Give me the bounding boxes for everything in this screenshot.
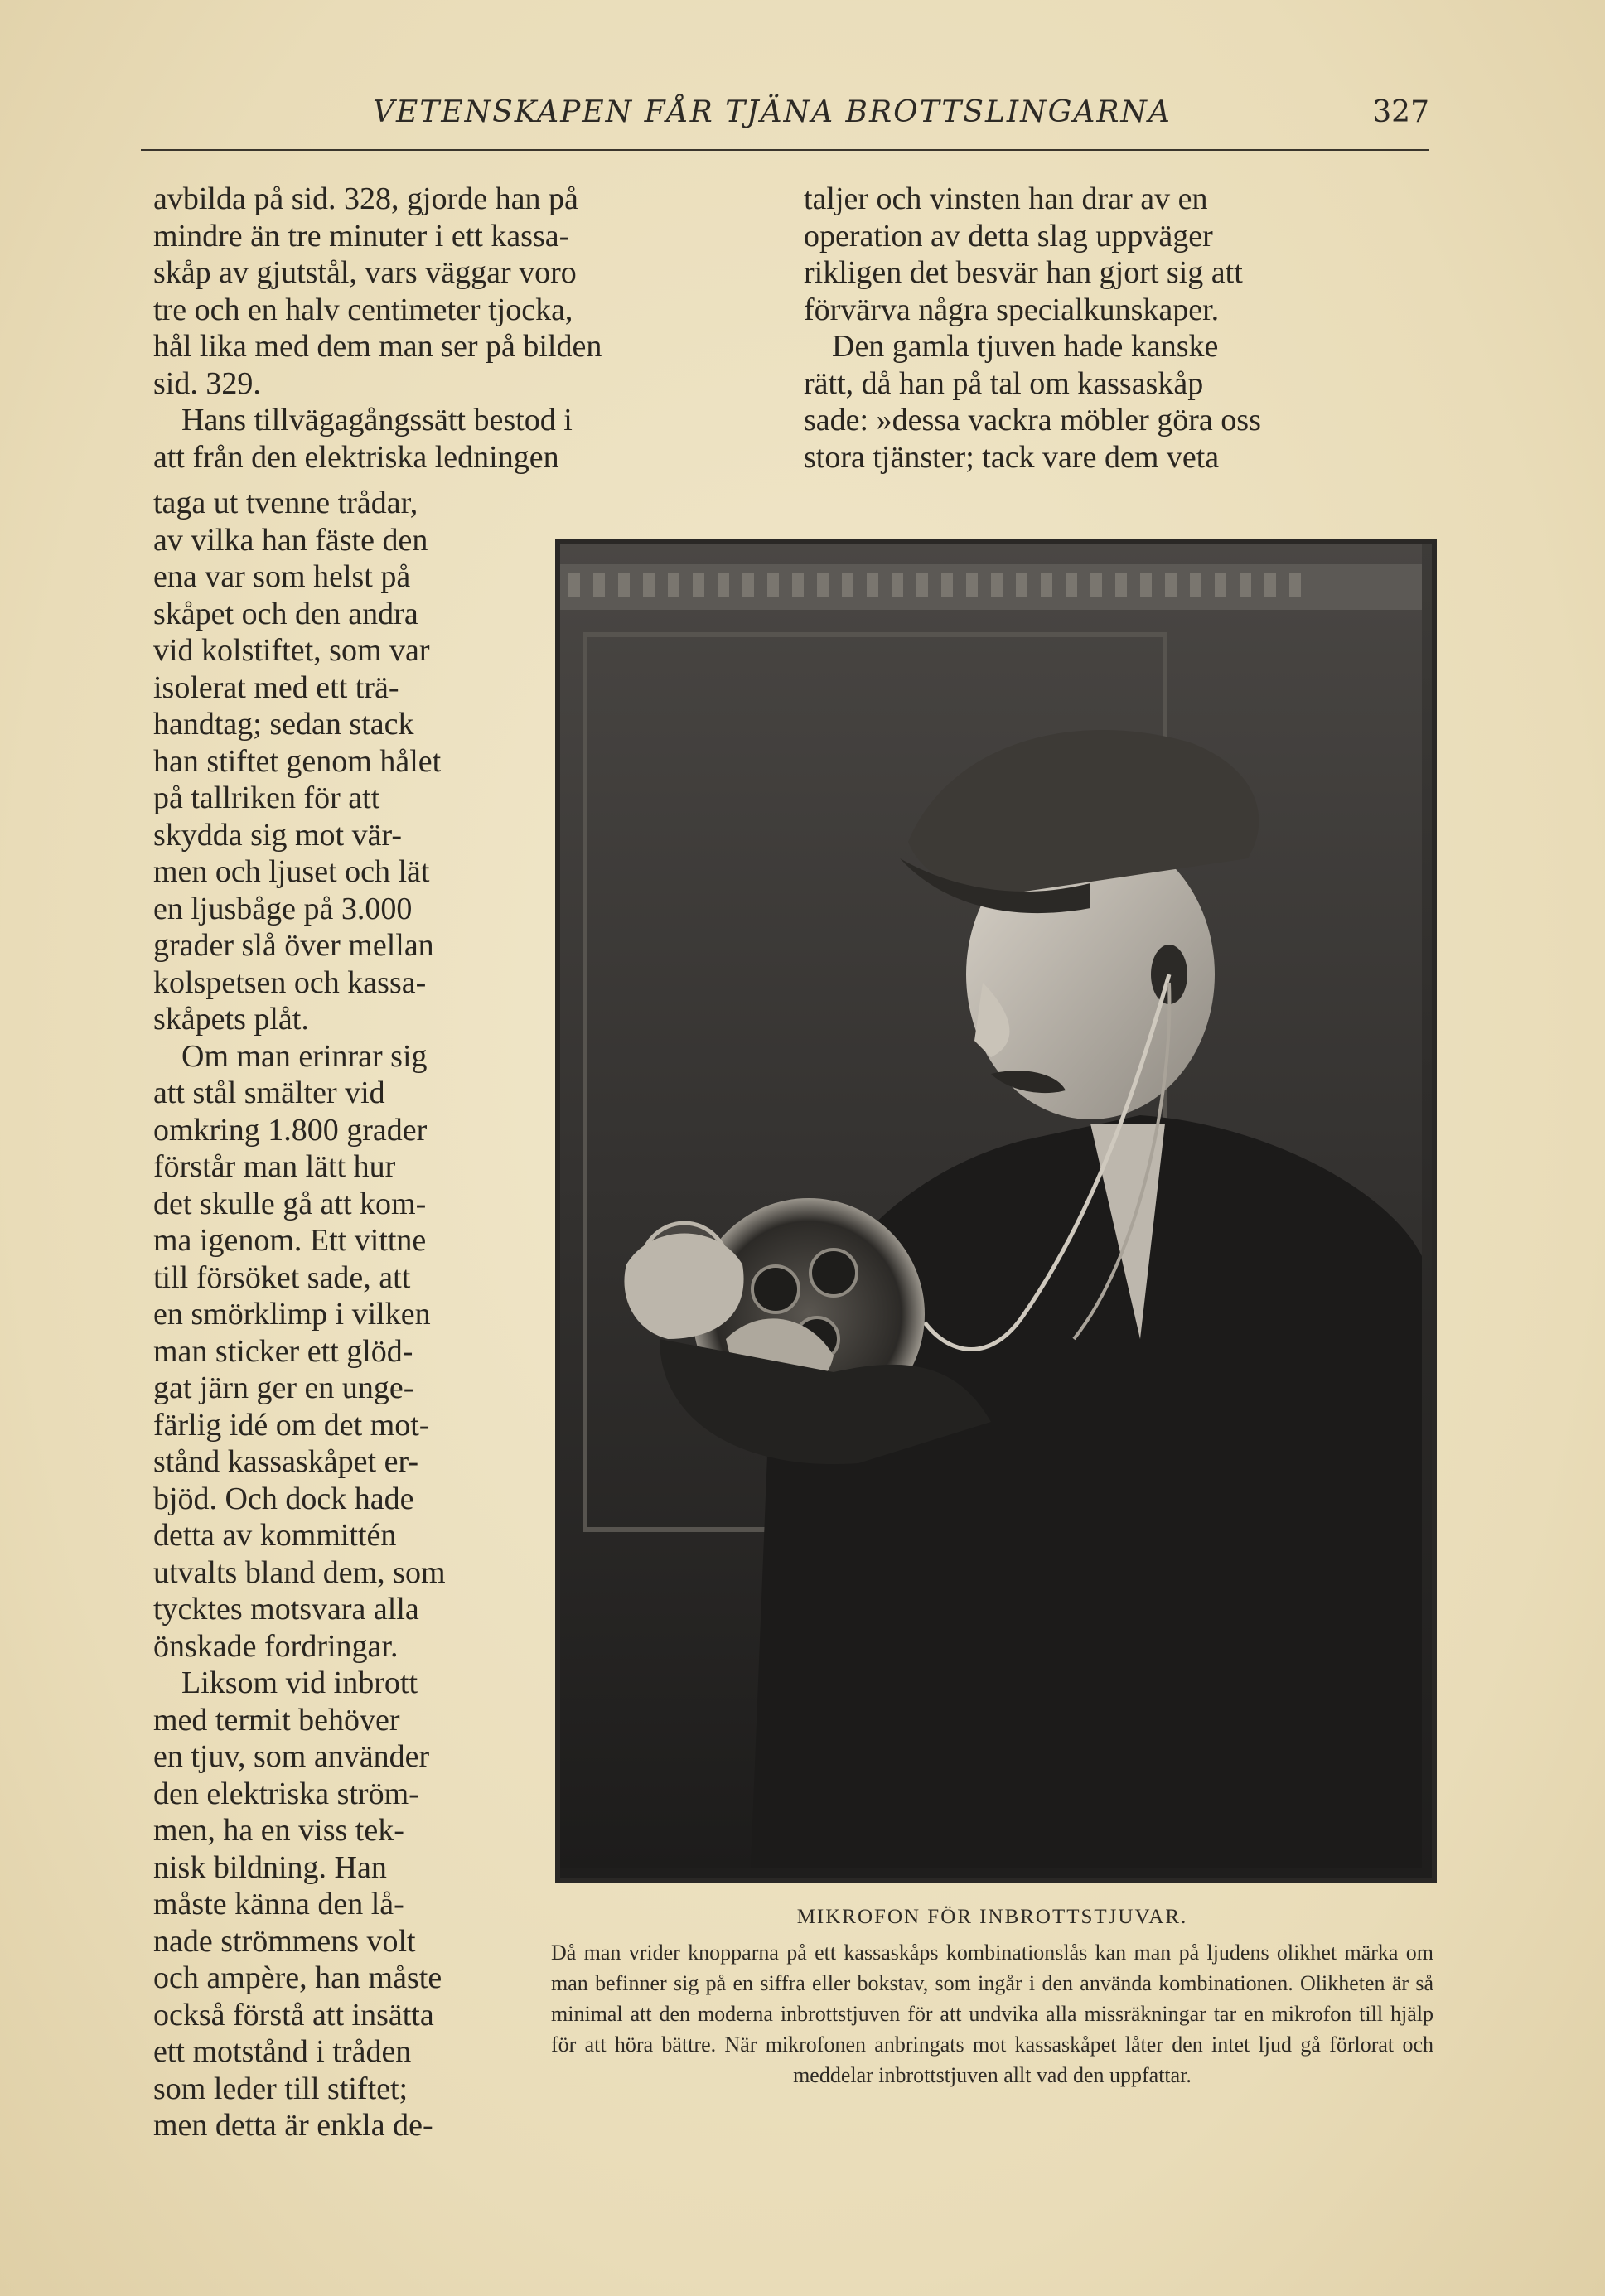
text-line: förstår man lätt hur <box>153 1149 396 1184</box>
left-column-narrow <box>153 485 510 2144</box>
text-line: rikligen det besvär han gjort sig att <box>804 255 1243 290</box>
left-column-top <box>153 181 766 476</box>
text-line: det skulle gå att kom- <box>153 1186 427 1221</box>
text-line: gat järn ger en unge- <box>153 1370 414 1405</box>
text-line: men, ha en viss tek- <box>153 1813 404 1848</box>
text-line: också förstå att insätta <box>153 1997 434 2033</box>
text-line: skåpet och den andra <box>153 596 418 631</box>
text-line: han stiftet genom hålet <box>153 743 442 779</box>
text-line: isolerat med ett trä- <box>153 669 399 705</box>
right-column-top <box>804 181 1425 476</box>
text-line: mindre än tre minuter i ett kassa- <box>153 218 570 254</box>
text-line: hål lika med dem man ser på bilden <box>153 329 602 364</box>
text-line: stånd kassaskåpet er- <box>153 1444 419 1479</box>
text-line: nade strömmens volt <box>153 1923 416 1959</box>
text-line: detta av kommittén <box>153 1518 397 1553</box>
text-line: omkring 1.800 grader <box>153 1112 428 1148</box>
text-line: som leder till stiftet; <box>153 2071 409 2106</box>
text-line: ma igenom. Ett vittne <box>153 1223 427 1258</box>
text-line: men och ljuset och lät <box>153 854 430 889</box>
text-line: Hans tillvägagångssätt bestod i <box>181 403 573 437</box>
text-line: operation av detta slag uppväger <box>804 218 1213 254</box>
text-line: en ljusbåge på 3.000 <box>153 891 413 926</box>
header-rule <box>141 149 1429 151</box>
caption-text: Då man vrider knopparna på ett kassaskåps kombinationslås kan man på ljudens olikhet märka om man befinner sig på en siffra eller bokstav, som ingår i den använda kombinationen. Olikheten är så minimal att den moderna inbrottstjuven för att undvika alla missräkningar tar en mikrofon till hjälp för att höra bättre. När mikrofonen anbringats mot kassaskåpet låter den intet ljud gå förlorat och meddelar inbrottstjuven allt vad den uppfattar. <box>551 1941 1433 2087</box>
page-header <box>141 95 1429 145</box>
text-line: ena var som helst på <box>153 559 411 594</box>
text-line: avbilda på sid. 328, gjorde han på <box>153 181 578 216</box>
running-title: VETENSKAPEN FÅR TJÄNA BROTTSLINGARNA <box>373 95 1172 129</box>
text-line: sade: »dessa vackra möbler göra oss <box>804 403 1261 437</box>
page-number: 327 <box>1372 95 1429 129</box>
text-line: man sticker ett glöd- <box>153 1333 413 1369</box>
text-line: och ampère, han måste <box>153 1960 442 1995</box>
dial-knob <box>810 1250 857 1296</box>
text-line: taljer och vinsten han drar av en <box>804 181 1208 216</box>
text-line: sid. 329. <box>153 365 261 401</box>
text-line: på tallriken för att <box>153 781 380 815</box>
text-line: att från den elektriska ledningen <box>153 439 559 475</box>
photograph <box>555 539 1437 1883</box>
text-line: bjöd. Och dock hade <box>153 1481 414 1516</box>
text-line: men detta är enkla de- <box>153 2108 433 2143</box>
caption-title: MIKROFON FÖR INBROTTSTJUVAR. <box>796 1906 1188 1928</box>
text-line: nisk bildning. Han <box>153 1849 387 1885</box>
text-line: måste känna den lå- <box>153 1887 404 1921</box>
text-line: grader slå över mellan <box>153 928 434 963</box>
text-line: med termit behöver <box>153 1702 400 1738</box>
text-line: önskade fordringar. <box>153 1628 399 1664</box>
text-line: tre och en halv centimeter tjocka, <box>153 292 573 327</box>
text-line: handtag; sedan stack <box>153 707 414 742</box>
text-line: att stål smälter vid <box>153 1075 385 1110</box>
text-line: stora tjänster; tack vare dem veta <box>804 439 1220 475</box>
text-line: ett motstånd i tråden <box>153 2034 412 2069</box>
photo-illustration <box>560 544 1422 1868</box>
dial-knob <box>752 1266 799 1312</box>
photo-caption <box>551 1906 1433 2091</box>
text-line: taga ut tvenne trådar, <box>153 486 418 520</box>
text-line: vid kolstiftet, som var <box>153 633 430 668</box>
text-line: tycktes motsvara alla <box>153 1592 419 1627</box>
text-line: rätt, då han på tal om kassaskåp <box>804 365 1204 401</box>
text-line: en smörklimp i vilken <box>153 1297 431 1332</box>
text-line: utvalts bland dem, som <box>153 1554 446 1590</box>
text-line: skydda sig mot vär- <box>153 817 403 853</box>
text-line: Om man erinrar sig <box>181 1038 428 1074</box>
text-line: en tjuv, som använder <box>153 1739 430 1774</box>
text-line: till försöket sade, att <box>153 1259 411 1295</box>
text-line: färlig idé om det mot- <box>153 1407 430 1443</box>
text-line: kolspetsen och kassa- <box>153 964 427 1000</box>
text-line: skåp av gjutstål, vars väggar voro <box>153 255 577 290</box>
text-line: skåpets plåt. <box>153 1002 309 1037</box>
text-line: Den gamla tjuven hade kanske <box>832 329 1219 364</box>
text-line: förvärva några specialkunskaper. <box>804 292 1220 327</box>
text-line: Liksom vid inbrott <box>181 1665 418 1700</box>
text-line: den elektriska ström- <box>153 1776 419 1811</box>
text-line: av vilka han fäste den <box>153 522 428 558</box>
